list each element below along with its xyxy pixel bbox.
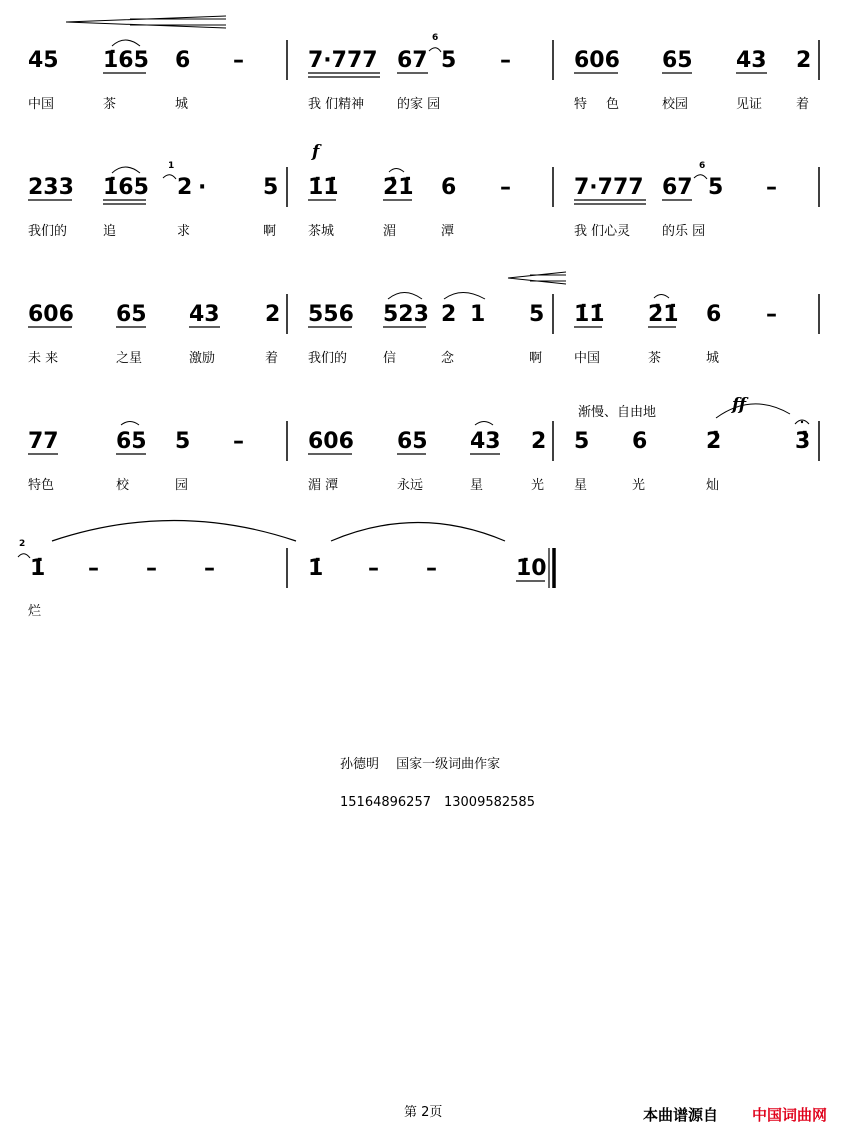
note: 556 [308,302,354,327]
lyric: 光 [531,478,545,493]
note: 6 [175,48,191,73]
lyric: 灿 [706,478,720,493]
note: 2̇1̇ [648,302,679,327]
score-row-3 [28,272,819,366]
note: – [233,429,244,454]
grace-note: 6 [432,33,439,43]
note: – [233,48,244,73]
lyric: 信 [383,351,397,366]
score-row-5 [18,521,554,620]
lyric: 星 [470,478,484,493]
tempo-mark: 渐慢、自由地 [578,405,657,420]
lyric: 湄 [383,224,397,239]
note: 6 [441,175,457,200]
source-label: 本曲谱源自 [643,1106,719,1124]
note: 65 [662,48,693,73]
contact-phones: 15164896257 13009582585 [340,795,535,810]
lyric: 啊 [529,351,543,366]
note: 65 [397,429,428,454]
lyric: 求 [177,224,191,239]
lyric: 着 [796,97,810,112]
note: 3̇ [795,429,811,454]
note: 1̇65 [103,48,149,73]
note: – [500,48,511,73]
lyric: 啊 [263,224,277,239]
note: 43 [189,302,220,327]
note: 2 [177,175,193,200]
forte-mark: f [312,142,320,162]
note: 43 [736,48,767,73]
note: 1 [470,302,486,327]
lyric: 着 [265,351,279,366]
note: 1̇1̇ [308,175,339,200]
lyric: 烂 [28,604,42,619]
note: 523 [383,302,429,327]
lyric: 城 [175,97,189,112]
author-credit: 孙德明 国家一级词曲作家 [340,757,501,772]
note: 1̇ [308,556,324,581]
score-row-2 [28,142,819,239]
lyric: 星 [574,478,588,493]
note: 1̇65 [103,175,149,200]
note: 2̇1̇ [383,175,414,200]
note: 1̇1̇ [574,302,605,327]
note: – [88,556,99,581]
lyric: 中国 [574,351,601,366]
lyric: 茶 [648,351,662,366]
note: 5 [263,175,279,200]
score-row-1 [28,16,819,112]
lyric: 我 们精神 [308,97,365,112]
lyric: 潭 [441,224,455,239]
lyric: 园 [175,478,189,493]
note: 7·777 [574,175,644,200]
note: 6 [632,429,648,454]
note: 2̇ [706,429,722,454]
lyric: 的家 园 [397,97,441,112]
note: 2 [265,302,281,327]
note: – [766,175,777,200]
note: 7·777 [308,48,378,73]
lyric: 永远 [397,478,424,493]
lyric: 特 [574,97,588,112]
lyric: 茶城 [308,224,335,239]
note: · [198,175,207,200]
note: – [500,175,511,200]
note: 233 [28,175,74,200]
note: 5 [529,302,545,327]
note: 606 [28,302,74,327]
note: 1̇ [30,556,46,581]
note: 43 [470,429,501,454]
lyric: 未 来 [28,351,59,366]
lyric: 见证 [736,97,763,112]
note: – [204,556,215,581]
lyric: 念 [441,351,455,366]
note: – [146,556,157,581]
lyric: 校园 [662,97,689,112]
lyric: 我们的 [28,224,68,239]
lyric: 特色 [28,478,55,493]
note: 5 [441,48,457,73]
note: 67 [397,48,428,73]
lyric: 激励 [189,351,216,366]
note: 5 [574,429,590,454]
note: 2 [531,429,547,454]
source-site-link[interactable]: 中国词曲网 [752,1106,828,1124]
note: – [368,556,379,581]
note: 606 [574,48,620,73]
grace-note: 2 [19,539,26,549]
note: 65 [116,302,147,327]
lyric: 之星 [116,351,143,366]
note: 67 [662,175,693,200]
note: 5 [175,429,191,454]
note: 45 [28,48,59,73]
note: – [766,302,777,327]
lyric: 我 们心灵 [574,224,631,239]
lyric: 追 [103,224,117,239]
score-row-4 [28,395,819,493]
lyric: 湄 潭 [308,478,339,493]
note: – [426,556,437,581]
lyric: 色 [606,97,620,112]
note: 65 [116,429,147,454]
grace-note: 1 [168,161,175,171]
lyric: 中国 [28,97,55,112]
note: 77 [28,429,59,454]
note: 606 [308,429,354,454]
page-number: 第 2页 [404,1105,443,1120]
lyric: 茶 [103,97,117,112]
lyric: 的乐 园 [662,224,706,239]
note: 6 [706,302,722,327]
lyric: 我们的 [308,351,348,366]
note: 1̇0 [516,556,547,581]
fortissimo-mark: ff [732,395,747,415]
note: 2 [441,302,457,327]
grace-note: 6 [699,161,706,171]
lyric: 城 [706,351,720,366]
lyric: 校 [116,478,130,493]
note: 2 [796,48,812,73]
lyric: 光 [632,478,646,493]
note: 5 [708,175,724,200]
